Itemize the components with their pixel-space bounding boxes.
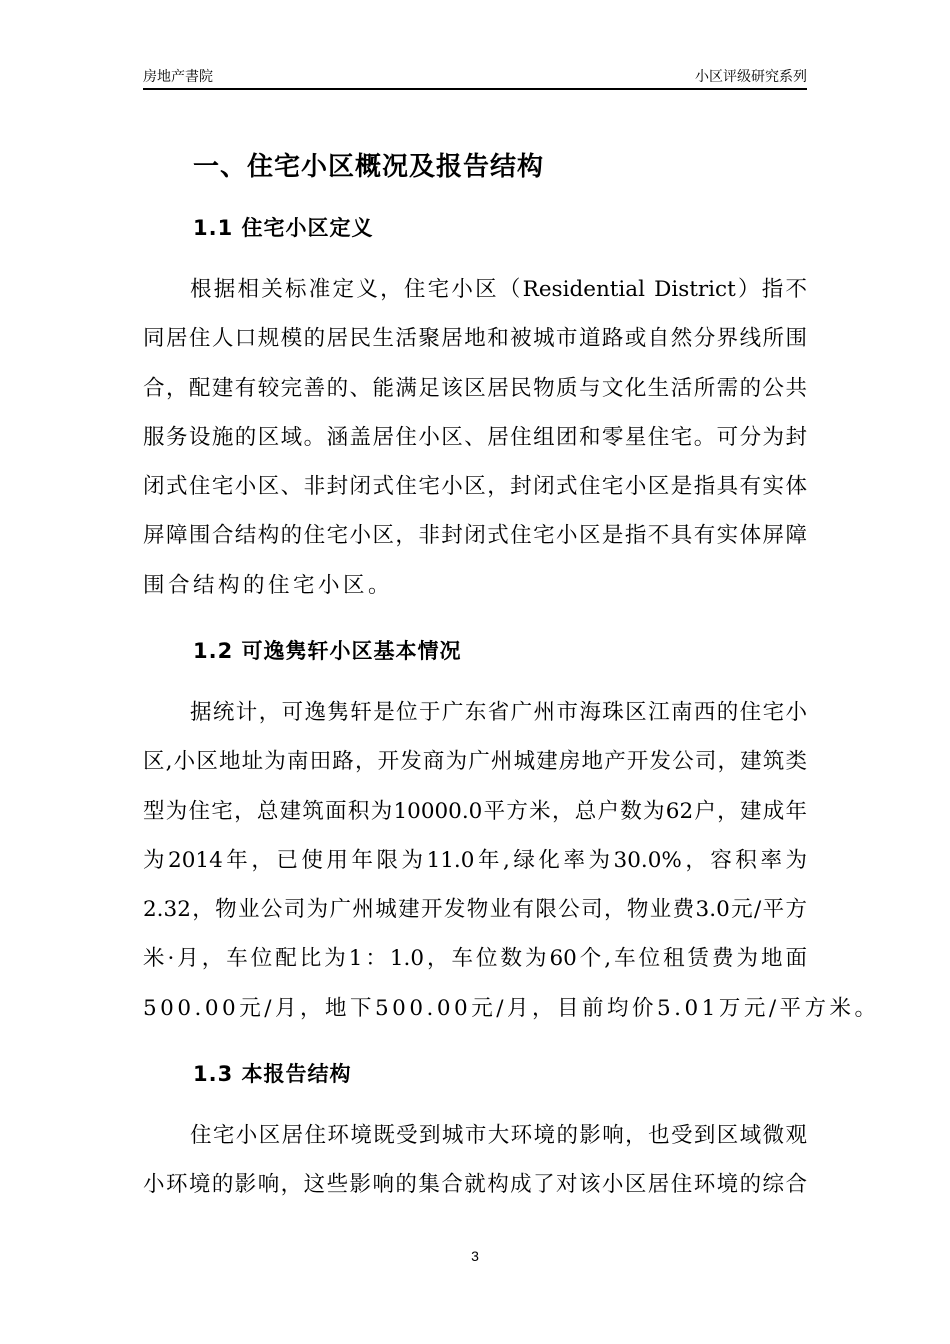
text-line: 屏障围合结构的住宅小区，非封闭式住宅小区是指不具有实体屏障 bbox=[143, 523, 807, 549]
page-number: 3 bbox=[471, 1248, 479, 1264]
paragraph-definition bbox=[143, 265, 807, 610]
text-line: 500.00元/月，地下500.00元/月，目前均价5.01万元/平方米。 bbox=[143, 995, 880, 1021]
section-heading-1-1: 1.1 住宅小区定义 bbox=[193, 216, 374, 240]
section-heading-1-3: 1.3 本报告结构 bbox=[193, 1062, 352, 1086]
text-line: 为2014年，已使用年限为11.0年,绿化率为30.0%，容积率为 bbox=[143, 847, 807, 873]
paragraph-structure bbox=[143, 1111, 807, 1210]
text-line: 据统计，可逸隽轩是位于广东省广州市海珠区江南西的住宅小 bbox=[190, 700, 807, 725]
text-line: 合，配建有较完善的、能满足该区居民物质与文化生活所需的公共 bbox=[143, 375, 807, 401]
text-line: 小环境的影响，这些影响的集合就构成了对该小区居住环境的综合 bbox=[143, 1172, 807, 1198]
paragraph-basic-info bbox=[143, 688, 880, 1033]
text-line: 根据相关标准定义，住宅小区（Residential District）指不 bbox=[190, 277, 807, 302]
section-heading-1-2: 1.2 可逸隽轩小区基本情况 bbox=[193, 639, 462, 663]
text-line: 型为住宅，总建筑面积为10000.0平方米，总户数为62户，建成年 bbox=[143, 798, 807, 824]
header-rule bbox=[143, 88, 807, 90]
header-right: 小区评级研究系列 bbox=[695, 69, 807, 85]
chapter-title: 一、住宅小区概况及报告结构 bbox=[193, 152, 545, 182]
text-line: 区,小区地址为南田路，开发商为广州城建房地产开发公司，建筑类 bbox=[143, 749, 807, 775]
text-line: 围合结构的住宅小区。 bbox=[143, 572, 394, 598]
header-left: 房地产書院 bbox=[143, 69, 213, 85]
text-line: 闭式住宅小区、非封闭式住宅小区，封闭式住宅小区是指具有实体 bbox=[143, 474, 807, 500]
text-line: 服务设施的区域。涵盖居住小区、居住组团和零星住宅。可分为封 bbox=[143, 424, 807, 450]
text-line: 同居住人口规模的居民生活聚居地和被城市道路或自然分界线所围 bbox=[143, 326, 807, 352]
text-line: 住宅小区居住环境既受到城市大环境的影响，也受到区域微观 bbox=[190, 1123, 807, 1148]
text-line: 2.32，物业公司为广州城建开发物业有限公司，物业费3.0元/平方 bbox=[143, 897, 807, 923]
text-line: 米·月，车位配比为1：1.0，车位数为60个,车位租赁费为地面 bbox=[143, 946, 807, 972]
